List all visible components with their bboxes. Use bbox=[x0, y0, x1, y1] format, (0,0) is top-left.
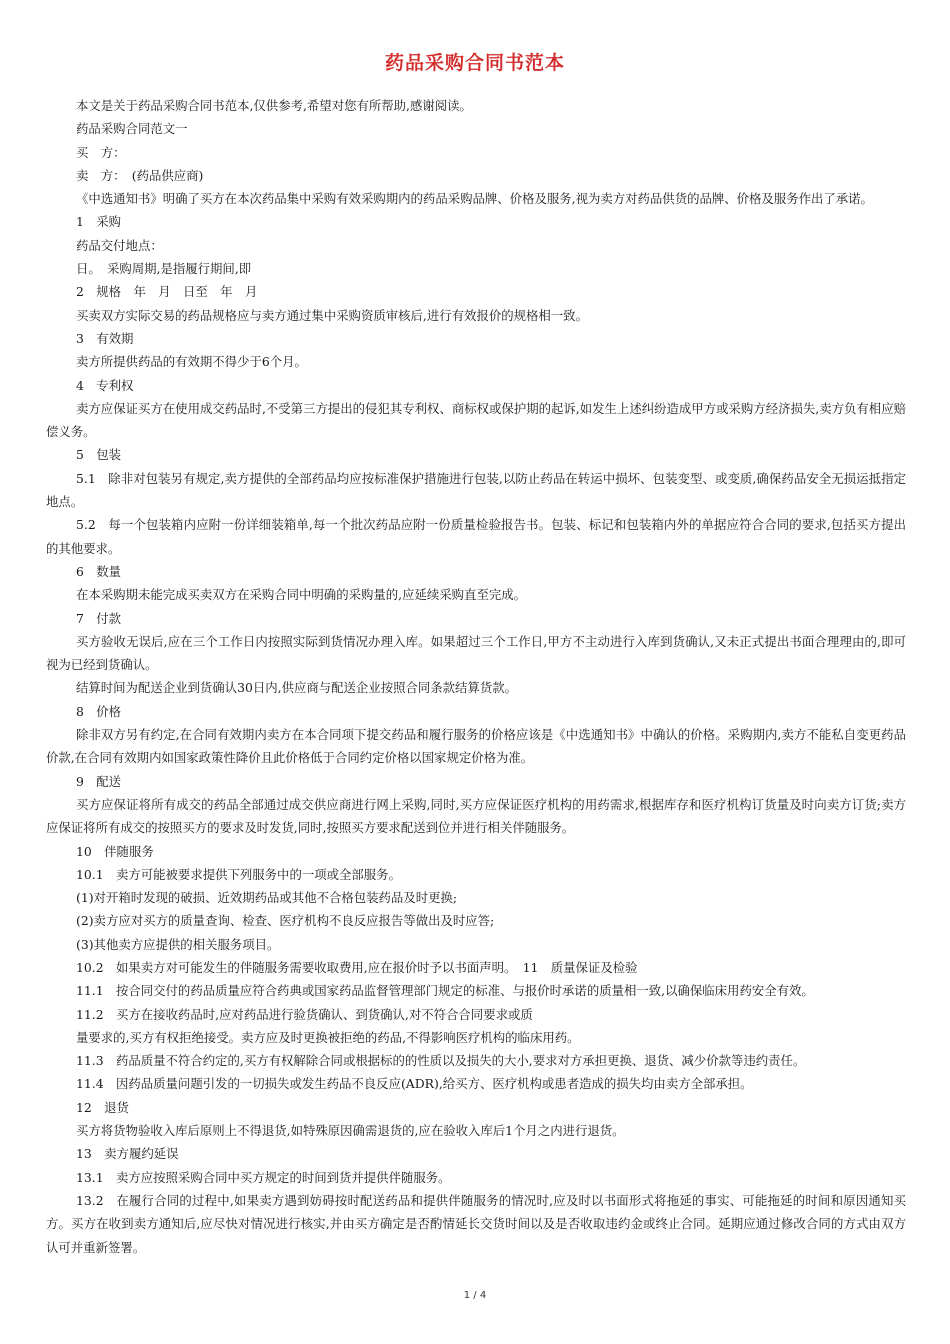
document-body bbox=[46, 94, 906, 1259]
paragraph: 量要求的,买方有权拒绝接受。卖方应及时更换被拒绝的药品,不得影响医疗机构的临床用药。 bbox=[76, 1029, 580, 1045]
paragraph: 8 价格 bbox=[76, 703, 122, 719]
page-number: 1 / 4 bbox=[463, 1290, 487, 1301]
paragraph: 日。 采购周期,是指履行期间,即 bbox=[76, 261, 252, 277]
paragraph: 买方将货物验收入库后原则上不得退货,如特殊原因确需退货的,应在验收入库后1个月之内进行退货。 bbox=[76, 1123, 625, 1139]
paragraph: 9 配送 bbox=[76, 773, 122, 789]
paragraph: 5 包装 bbox=[76, 447, 122, 463]
paragraph: 结算时间为配送企业到货确认30日内,供应商与配送企业按照合同条款结算货款。 bbox=[76, 680, 517, 696]
paragraph: 卖方所提供药品的有效期不得少于6个月。 bbox=[76, 354, 307, 370]
paragraph: (3)其他卖方应提供的相关服务项目。 bbox=[76, 936, 280, 952]
paragraph: 11.2 买方在接收药品时,应对药品进行验货确认、到货确认,对不符合合同要求或质 bbox=[76, 1006, 533, 1022]
paragraph: 12 退货 bbox=[76, 1099, 129, 1115]
paragraph: (2)卖方应对买方的质量查询、检查、医疗机构不良反应报告等做出及时应答; bbox=[76, 913, 495, 929]
paragraph: 4 专利权 bbox=[76, 377, 134, 393]
paragraph: 药品交付地点： bbox=[76, 237, 163, 253]
paragraph: 1 采购 bbox=[76, 214, 122, 230]
paragraph: 11.3 药品质量不符合约定的,买方有权解除合同或根据标的的性质以及损失的大小,要求对方承担更换、退货、减少价款等违约责任。 bbox=[76, 1053, 806, 1069]
paragraph: 10.1 卖方可能被要求提供下列服务中的一项或全部服务。 bbox=[76, 866, 401, 882]
paragraph: 3 有效期 bbox=[76, 330, 134, 346]
paragraph: (1)对开箱时发现的破损、近效期药品或其他不合格包装药品及时更换; bbox=[76, 890, 458, 906]
paragraph: 2 规格 年 月 日至 年 月 bbox=[76, 284, 258, 300]
paragraph: 买方应保证将所有成交的药品全部通过成交供应商进行网上采购,同时,买方应保证医疗机构的用药需求,根据库存和医疗机构订货量及时向卖方订货;卖方应保证将所有成交的按照买方的要求及时发货,同时,按照买方要求配送到位并进行相关伴随服务。 bbox=[46, 796, 906, 836]
paragraph: 买卖双方实际交易的药品规格应与卖方通过集中采购资质审核后,进行有效报价的规格相一致。 bbox=[76, 307, 588, 323]
paragraph: 除非双方另有约定,在合同有效期内卖方在本合同项下提交药品和履行服务的价格应该是《中选通知书》中确认的价格。采购期内,卖方不能私自变更药品价款,在合同有效期内如国家政策性降价且此价格低于合同约定价格以国家规定价格为准。 bbox=[46, 727, 906, 766]
paragraph: 卖方应保证买方在使用成交药品时,不受第三方提出的侵犯其专利权、商标权或保护期的起诉,如发生上述纠纷造成甲方或采购方经济损失,卖方负有相应赔偿义务。 bbox=[46, 400, 906, 440]
paragraph: 卖 方： (药品供应商) bbox=[76, 167, 204, 183]
paragraph: 10.2 如果卖方对可能发生的伴随服务需要收取费用,应在报价时予以书面声明。 11 质量保证及检验 bbox=[76, 959, 638, 975]
paragraph: 本文是关于药品采购合同书范本,仅供参考,希望对您有所帮助,感谢阅读。 bbox=[76, 98, 472, 113]
paragraph: 13.2 在履行合同的过程中,如果卖方遇到妨碍按时配送药品和提供伴随服务的情况时,应及时以书面形式将拖延的事实、可能拖延的时间和原因通知买方。买方在收到卖方通知后,应尽快对情况进行核实,并由买方确定是否酌情延长交货时间以及是否收取违约金或终止合同。延期应通过修改合同的方式由双方认可并重新签署。 bbox=[46, 1192, 906, 1255]
paragraph: 5.2 每一个包装箱内应附一份详细装箱单,每一个批次药品应附一份质量检验报告书。包装、标记和包装箱内外的单据应符合合同的要求,包括买方提出的其他要求。 bbox=[46, 517, 906, 556]
paragraph: 5.1 除非对包装另有规定,卖方提供的全部药品均应按标准保护措施进行包装,以防止药品在转运中损坏、包装变型、或变质,确保药品安全无损运抵指定地点。 bbox=[46, 470, 906, 510]
paragraph: 7 付款 bbox=[76, 610, 122, 626]
paragraph: 11.1 按合同交付的药品质量应符合药典或国家药品监督管理部门规定的标准、与报价时承诺的质量相一致,以确保临床用药安全有效。 bbox=[76, 983, 814, 999]
document-title: 药品采购合同书范本 bbox=[384, 52, 565, 74]
paragraph: 买 方： bbox=[76, 144, 126, 160]
paragraph: 10 伴随服务 bbox=[76, 843, 154, 859]
paragraph: 6 数量 bbox=[76, 563, 122, 579]
paragraph: 13.1 卖方应按照采购合同中买方规定的时间到货并提供伴随服务。 bbox=[76, 1169, 451, 1185]
paragraph: 13 卖方履约延误 bbox=[76, 1146, 179, 1162]
paragraph: 《中选通知书》明确了买方在本次药品集中采购有效采购期内的药品采购品牌、价格及服务,视为卖方对药品供货的品牌、价格及服务作出了承诺。 bbox=[76, 191, 873, 207]
paragraph: 买方验收无误后,应在三个工作日内按照实际到货情况办理入库。如果超过三个工作日,甲方不主动进行入库到货确认,又未正式提出书面合理理由的,即可视为已经到货确认。 bbox=[46, 633, 906, 673]
paragraph: 药品采购合同范文一 bbox=[76, 121, 188, 137]
paragraph: 在本采购期未能完成买卖双方在采购合同中明确的采购量的,应延续采购直至完成。 bbox=[76, 587, 527, 603]
paragraph: 11.4 因药品质量问题引发的一切损失或发生药品不良反应(ADR),给买方、医疗机构或患者造成的损失均由卖方全部承担。 bbox=[76, 1076, 753, 1092]
